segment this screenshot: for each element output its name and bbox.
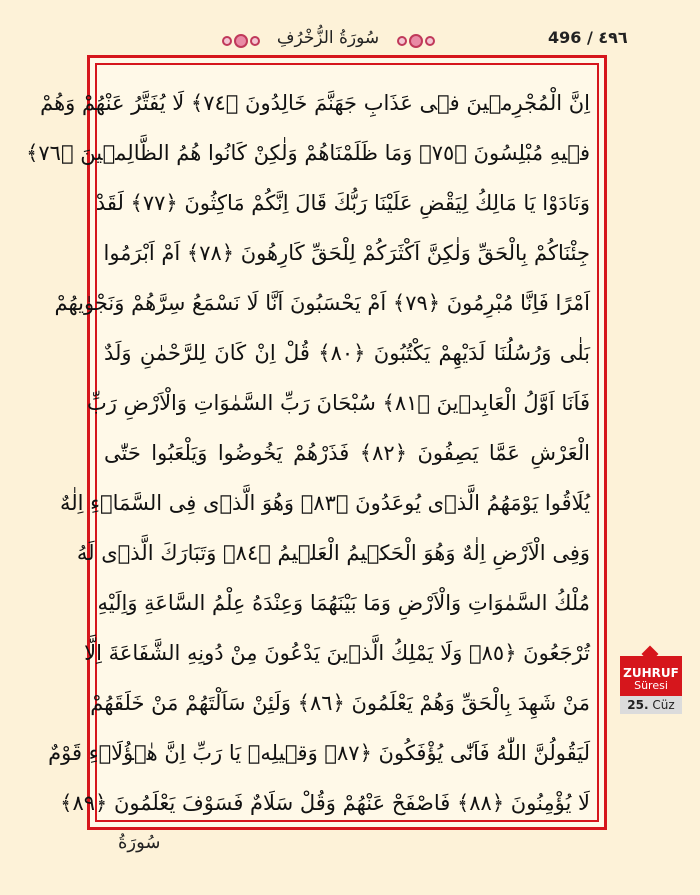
- verse-line: فٖيهِ مُبْلِسُونَ ﴿٧٥﴾ وَمَا ظَلَمْنَاهُمْ وَلٰكِنْ كَانُوا هُمُ الظَّالِمٖينَ ﴿٧٦﴾: [26, 141, 590, 165]
- verse-line: اِنَّ الْمُجْرِمٖينَ فٖى عَذَابِ جَهَنَّمَ خَالِدُونَ ﴿٧٤﴾ لَا يُفَتَّرُ عَنْهُمْ وَهُمْ: [40, 91, 590, 115]
- verse-line: وَفِى الْاَرْضِ اِلٰهٌ وَهُوَ الْحَكٖيمُ الْعَلٖيمُ ﴿٨٤﴾ وَتَبَارَكَ الَّذٖى لَهُ: [76, 541, 590, 565]
- ornament-right-icon: [390, 32, 442, 50]
- side-tab-juz: [620, 696, 682, 714]
- surah-side-tab[interactable]: [616, 648, 686, 715]
- side-tab-juz-number: 25.: [627, 698, 649, 712]
- verse-lines: [26, 78, 591, 828]
- verse-line: لَيَقُولُنَّ اللّٰهُ فَاَنّٰى يُؤْفَكُونَ ﴿٨٧﴾ وَقٖيلِهٖ يَا رَبِّ اِنَّ هٰۤؤُلَاۤءِ قَوْمٌ: [48, 741, 590, 765]
- page-frame: [26, 55, 607, 830]
- verse-line: بَلٰى وَرُسُلُنَا لَدَيْهِمْ يَكْتُبُونَ ﴿٨٠﴾ قُلْ اِنْ كَانَ لِلرَّحْمٰنِ وَلَدٌ: [104, 341, 590, 365]
- verse-line: وَنَادَوْا يَا مَالِكُ لِيَقْضِ عَلَيْنَا رَبُّكَ قَالَ اِنَّكُمْ مَاكِثُونَ ﴿٧٧﴾ لَقَدْ: [95, 191, 590, 215]
- ornament-left-icon: [215, 32, 267, 50]
- side-tab-surah-sub: Süresi: [634, 679, 668, 692]
- page-number: 496 / ٤٩٦: [548, 28, 628, 47]
- verse-line: مُلْكُ السَّمٰوَاتِ وَالْاَرْضِ وَمَا بَيْنَهُمَا وَعِنْدَهُ عِلْمُ السَّاعَةِ وَاِلَيْهِ: [97, 591, 590, 615]
- verse-line: جِئْنَاكُمْ بِالْحَقِّ وَلٰكِنَّ اَكْثَرَكُمْ لِلْحَقِّ كَارِهُونَ ﴿٧٨﴾ اَمْ اَبْرَمُوا: [103, 241, 590, 265]
- surah-title: سُورَةُ الزُّخْرُفِ: [276, 28, 380, 48]
- verse-line: تُرْجَعُونَ ﴿٨٥﴾ وَلَا يَمْلِكُ الَّذٖينَ يَدْعُونَ مِنْ دُونِهِ الشَّفَاعَةَ اِلَّا: [84, 641, 590, 665]
- verse-line: لَا يُؤْمِنُونَ ﴿٨٨﴾ فَاصْفَحْ عَنْهُمْ وَقُلْ سَلَامٌ فَسَوْفَ يَعْلَمُونَ ﴿٨٩﴾: [60, 791, 590, 815]
- side-tab-surah-name: ZUHRUF: [623, 666, 679, 680]
- verse-line: يُلَاقُوا يَوْمَهُمُ الَّذٖى يُوعَدُونَ ﴿٨٣﴾ وَهُوَ الَّذٖى فِى السَّمَاۤءِ اِلٰهٌ: [59, 491, 590, 515]
- footer-catchword: سُورَةُ: [118, 832, 161, 853]
- verse-line: اَمْرًا فَاِنَّا مُبْرِمُونَ ﴿٧٩﴾ اَمْ يَحْسَبُونَ اَنَّا لَا نَسْمَعُ سِرَّهُمْ وَنَجْوٰيهُمْ: [54, 291, 590, 315]
- side-tab-surah: [620, 656, 682, 696]
- verse-line: مَنْ شَهِدَ بِالْحَقِّ وَهُمْ يَعْلَمُونَ ﴿٨٦﴾ وَلَئِنْ سَاَلْتَهُمْ مَنْ خَلَقَهُمْ: [90, 691, 590, 715]
- side-tab-juz-label: Cüz: [652, 698, 675, 712]
- verse-line: الْعَرْشِ عَمَّا يَصِفُونَ ﴿٨٢﴾ فَذَرْهُمْ يَخُوضُوا وَيَلْعَبُوا حَتّٰى: [104, 441, 591, 465]
- verse-line: فَاَنَا اَوَّلُ الْعَابِدٖينَ ﴿٨١﴾ سُبْحَانَ رَبِّ السَّمٰوَاتِ وَالْاَرْضِ رَبِّ: [86, 391, 590, 415]
